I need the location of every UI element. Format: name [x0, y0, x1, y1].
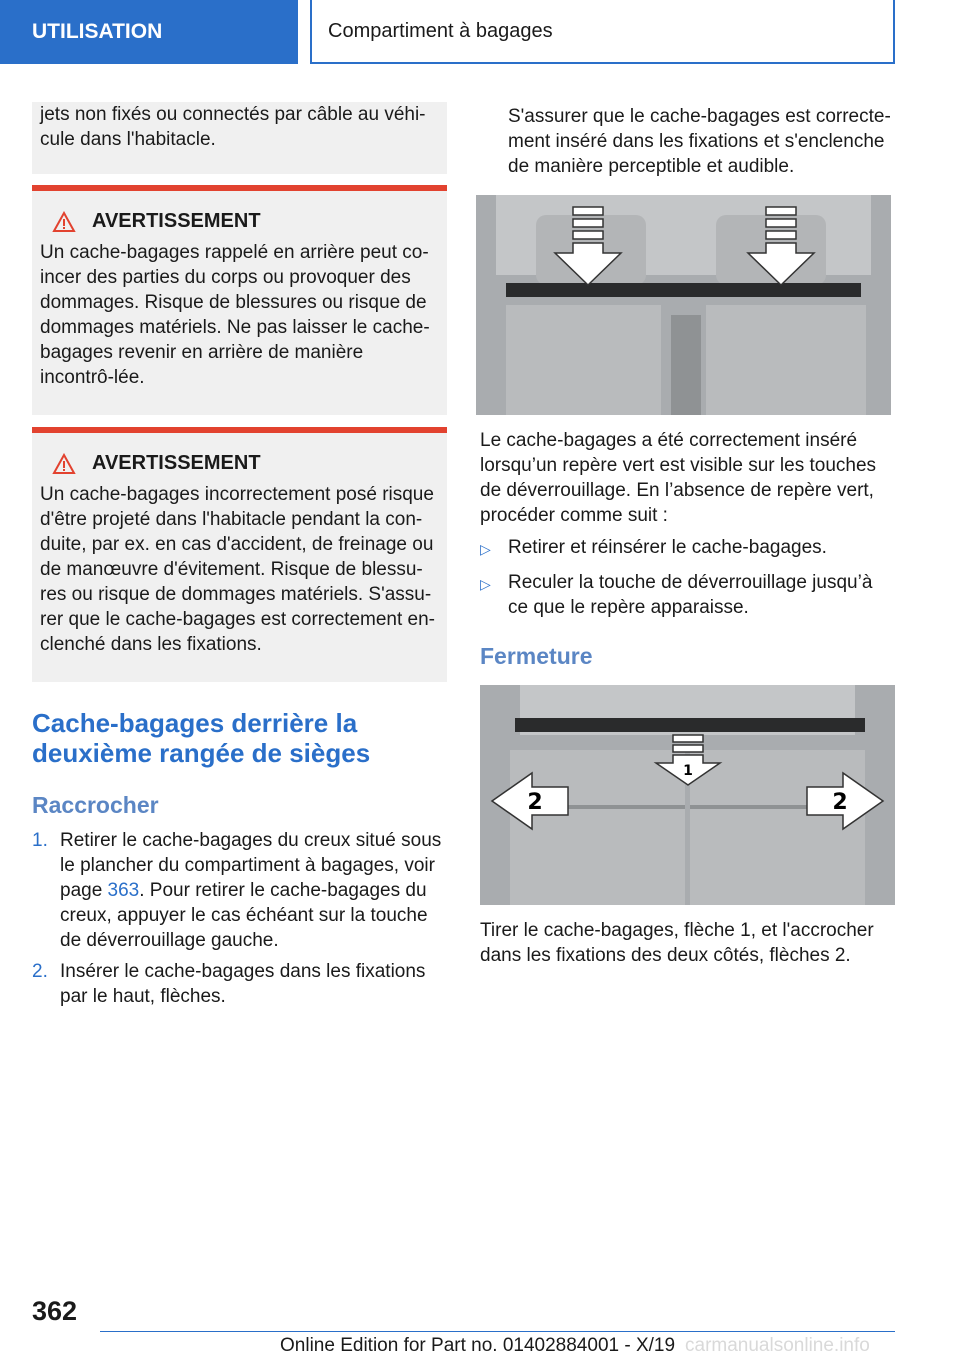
- subheading-fermeture: Fermeture: [480, 643, 593, 669]
- paragraph: Le cache-bagages a été correctement inséré lorsqu’un repère vert est visible sur les touches de déverrouillage. En l’absence de repère vert, procéder comme suit :: [480, 430, 877, 526]
- watermark: carmanualsonline.info: [685, 1335, 870, 1356]
- warning-text: Un cache-bagages rappelé en arrière peut co-incer des parties du corps ou provoquer des dommages. Risque de blessures ou risque de dommages matériels. Ne pas laisser le cache-bagages revenir en arrière de manière incontrô-lée.: [40, 242, 430, 388]
- subheading-raccrocher: Raccrocher: [32, 792, 159, 818]
- list-item: [32, 828, 442, 953]
- trunk-photo-1: [476, 195, 891, 415]
- arrow-label-2-left: 2: [527, 790, 543, 815]
- arrow-label-2-right: 2: [832, 790, 848, 815]
- step-text: Retirer le cache-bagages du creux situé sous le plancher du compartiment à bagages, voir page 363. Pour retirer le cache-bagages du creux, appuyer le cas échéant sur la touche de déverrouillage gauche.: [60, 830, 442, 951]
- warning-icon: [52, 211, 76, 233]
- arrow-label-1: 1: [683, 763, 693, 779]
- page-number: 362: [32, 1296, 78, 1326]
- bullet-text: Retirer et réinsérer le cache-bagages.: [508, 537, 827, 558]
- closing-text: Tirer le cache-bagages, flèche 1, et l'accrocher dans les fixations des deux côtés, flèches 2.: [480, 920, 874, 966]
- warning-title: AVERTISSEMENT: [92, 210, 261, 232]
- section-heading: Cache-bagages derrière la deuxième rangée de sièges: [32, 708, 371, 768]
- footer-edition: Online Edition for Part no. 01402884001 - X/19: [280, 1335, 676, 1356]
- page-link[interactable]: 363: [107, 880, 140, 901]
- bullet-list: [480, 535, 890, 628]
- step-number: 2.: [32, 961, 48, 982]
- step-text: Insérer le cache-bagages dans les fixations par le haut, flèches.: [60, 961, 426, 1007]
- list-item: [480, 570, 890, 620]
- warning-box-1: [32, 185, 447, 415]
- step-number: 1.: [32, 830, 48, 851]
- bullet-text: Reculer la touche de déverrouillage jusqu’à ce que le repère apparaisse.: [508, 572, 873, 618]
- triangle-bullet-icon: ▷: [480, 576, 491, 592]
- trunk-photo-2: [480, 685, 895, 905]
- triangle-bullet-icon: ▷: [480, 541, 491, 557]
- warning-box-2: [32, 427, 447, 682]
- warning-text: Un cache-bagages incorrectement posé risque d'être projeté dans l'habitacle pendant la con-duite, par ex. en cas d'accident, de freinage ou de manœuvre d'évitement. Risque de blessu-res ou risque de dommages matériels. S'assu-rer que le cache-bagages est correctement en-clenché dans les fixations.: [40, 484, 435, 655]
- intro-text: jets non fixés ou connectés par câble au véhi-cule dans l'habitacle.: [40, 104, 426, 150]
- page-title: Compartiment à bagages: [310, 0, 895, 64]
- steps-list: [32, 828, 442, 1015]
- intro-box: [32, 102, 447, 174]
- continued-text: S'assurer que le cache-bagages est correcte-ment inséré dans les fixations et s'enclenche de manière perceptible et audible.: [508, 106, 891, 177]
- list-item: [32, 959, 442, 1009]
- footer-divider: [100, 1331, 895, 1332]
- warning-title: AVERTISSEMENT: [92, 452, 261, 474]
- list-item: [480, 535, 890, 562]
- warning-icon: [52, 453, 76, 475]
- section-tab[interactable]: UTILISATION: [0, 0, 298, 64]
